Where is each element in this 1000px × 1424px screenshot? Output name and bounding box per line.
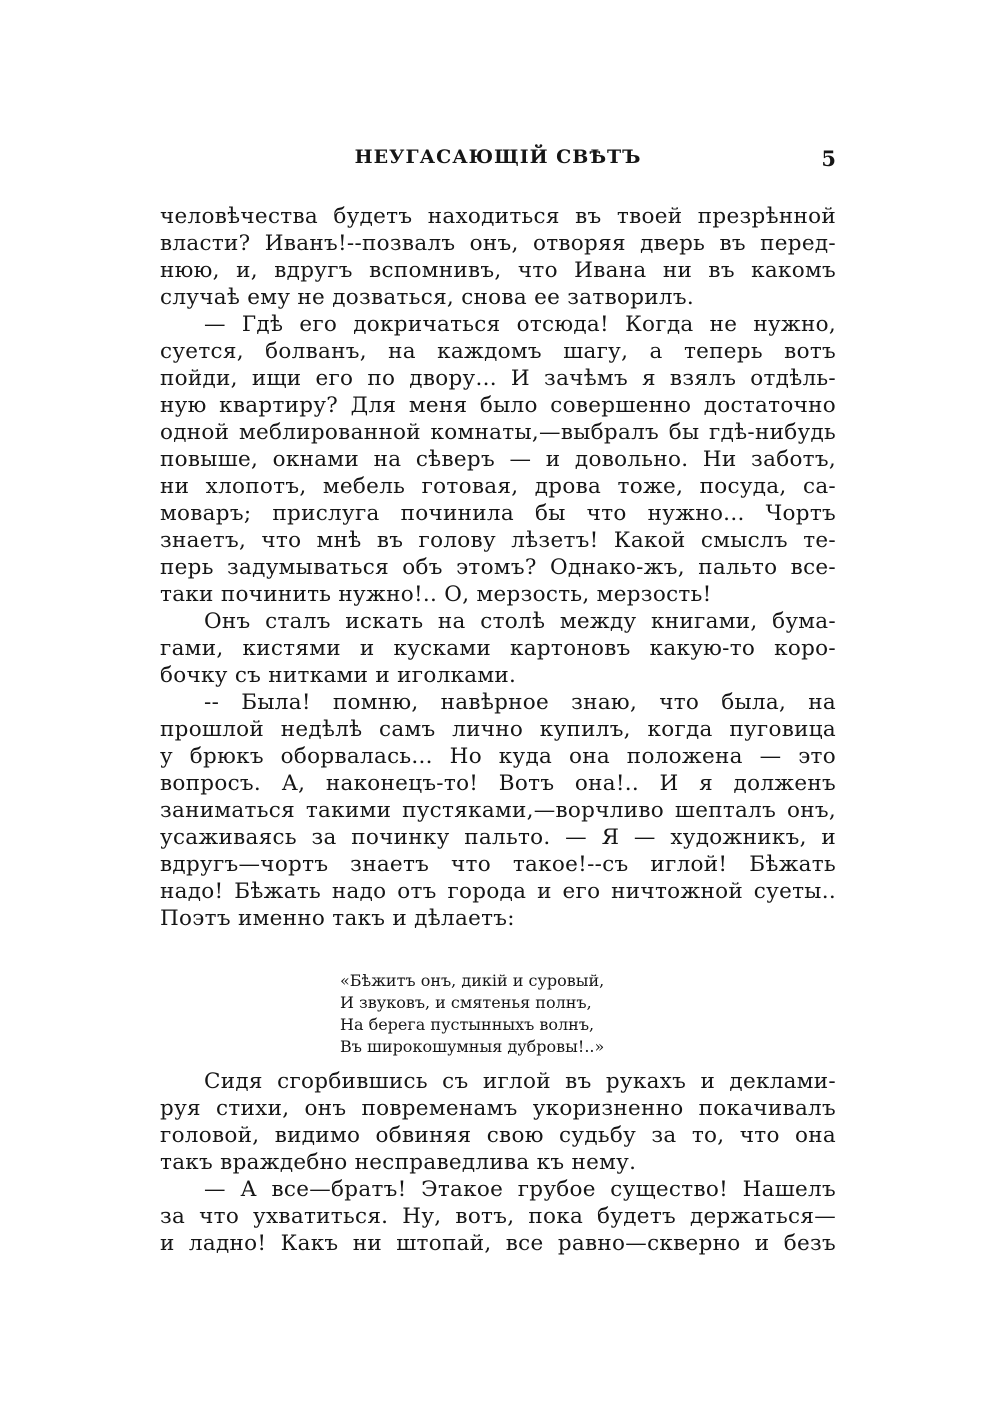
- text-line: ни хлопотъ, мебель готовая, дрова тоже, посуда, са-: [160, 474, 836, 499]
- text-line: нюю, и, вдругъ вспомнивъ, что Ивана ни въ какомъ: [160, 258, 836, 283]
- text-block-top: [160, 203, 836, 932]
- poem-verse: Въ широкошумныя дубровы!..»: [340, 1037, 605, 1056]
- text-line: усаживаясь за починку пальто. — Я — художникъ, и: [160, 825, 836, 850]
- text-line: заниматься такими пустяками,—ворчливо шепталъ онъ,: [160, 798, 836, 823]
- text-line: таки починить нужно!.. О, мерзость, мерзость!: [160, 582, 712, 607]
- running-head: [160, 146, 836, 176]
- text-line: гами, кистями и кусками картоновъ какую-то коро-: [160, 636, 836, 661]
- poem-quote: [340, 970, 680, 1058]
- text-line: перь задумываться объ этомъ? Однако-жъ, пальто все-: [160, 555, 836, 580]
- text-line: такъ враждебно несправедлива къ нему.: [160, 1150, 637, 1175]
- text-line: вопросъ. А, наконецъ-то! Вотъ она!.. И я долженъ: [160, 771, 836, 796]
- text-line: власти? Иванъ!--позвалъ онъ, отворяя дверь въ перед-: [160, 231, 836, 256]
- text-line: надо! Бѣжать надо отъ города и его ничтожной суеты..: [160, 879, 836, 904]
- poem-verse: «Бѣжитъ онъ, дикій и суровый,: [340, 971, 605, 990]
- text-line: одной меблированной комнаты,—выбралъ бы гдѣ-нибудь: [160, 420, 836, 445]
- text-line: вдругъ—чортъ знаетъ что такое!--съ иглой! Бѣжать: [160, 852, 836, 877]
- text-line: Онъ сталъ искать на столѣ между книгами, бума-: [204, 609, 836, 634]
- text-line: бочку съ нитками и иголками.: [160, 663, 517, 688]
- text-line: за что ухватиться. Ну, вотъ, пока будетъ держаться—: [160, 1204, 836, 1229]
- running-title: НЕУГАСАЮЩІЙ СВѢТЪ: [354, 146, 642, 168]
- text-line: повыше, окнами на сѣверъ — и довольно. Ни заботъ,: [160, 447, 836, 472]
- text-block-bottom: [160, 1068, 836, 1257]
- poem-verse: На берега пустынныхъ волнъ,: [340, 1015, 595, 1034]
- text-line: моваръ; прислуга починила бы что нужно... Чортъ: [160, 501, 836, 526]
- text-line: суется, болванъ, на каждомъ шагу, а теперь вотъ: [160, 339, 836, 364]
- text-line: -- Была! помню, навѣрное знаю, что была, на: [204, 690, 836, 715]
- text-line: ную квартиру? Для меня было совершенно достаточно: [160, 393, 836, 418]
- text-line: руя стихи, онъ повременамъ укоризненно покачивалъ: [160, 1096, 836, 1121]
- text-line: человѣчества будетъ находиться въ твоей презрѣнной: [160, 204, 836, 229]
- text-line: случаѣ ему не дозваться, снова ее затворилъ.: [160, 285, 695, 310]
- text-line: у брюкъ оборвалась... Но куда она положена — это: [160, 744, 836, 769]
- text-line: головой, видимо обвиняя свою судьбу за то, что она: [160, 1123, 836, 1148]
- text-line: прошлой недѣлѣ самъ лично купилъ, когда пуговица: [160, 717, 836, 742]
- poem-verse: И звуковъ, и смятенья полнъ,: [340, 993, 592, 1012]
- page-number: 5: [821, 146, 836, 171]
- text-line: Поэтъ именно такъ и дѣлаетъ:: [160, 906, 515, 931]
- text-line: — А все—братъ! Этакое грубое существо! Нашелъ: [204, 1177, 836, 1202]
- text-line: Сидя сгорбившись съ иглой въ рукахъ и деклами-: [204, 1069, 836, 1094]
- text-line: — Гдѣ его докричаться отсюда! Когда не нужно,: [204, 312, 836, 337]
- text-line: пойди, ищи его по двору... И зачѣмъ я взялъ отдѣль-: [160, 366, 836, 391]
- text-line: знаетъ, что мнѣ въ голову лѣзетъ! Какой смыслъ те-: [160, 528, 836, 553]
- text-line: и ладно! Какъ ни штопай, все равно—скверно и безъ: [160, 1231, 836, 1256]
